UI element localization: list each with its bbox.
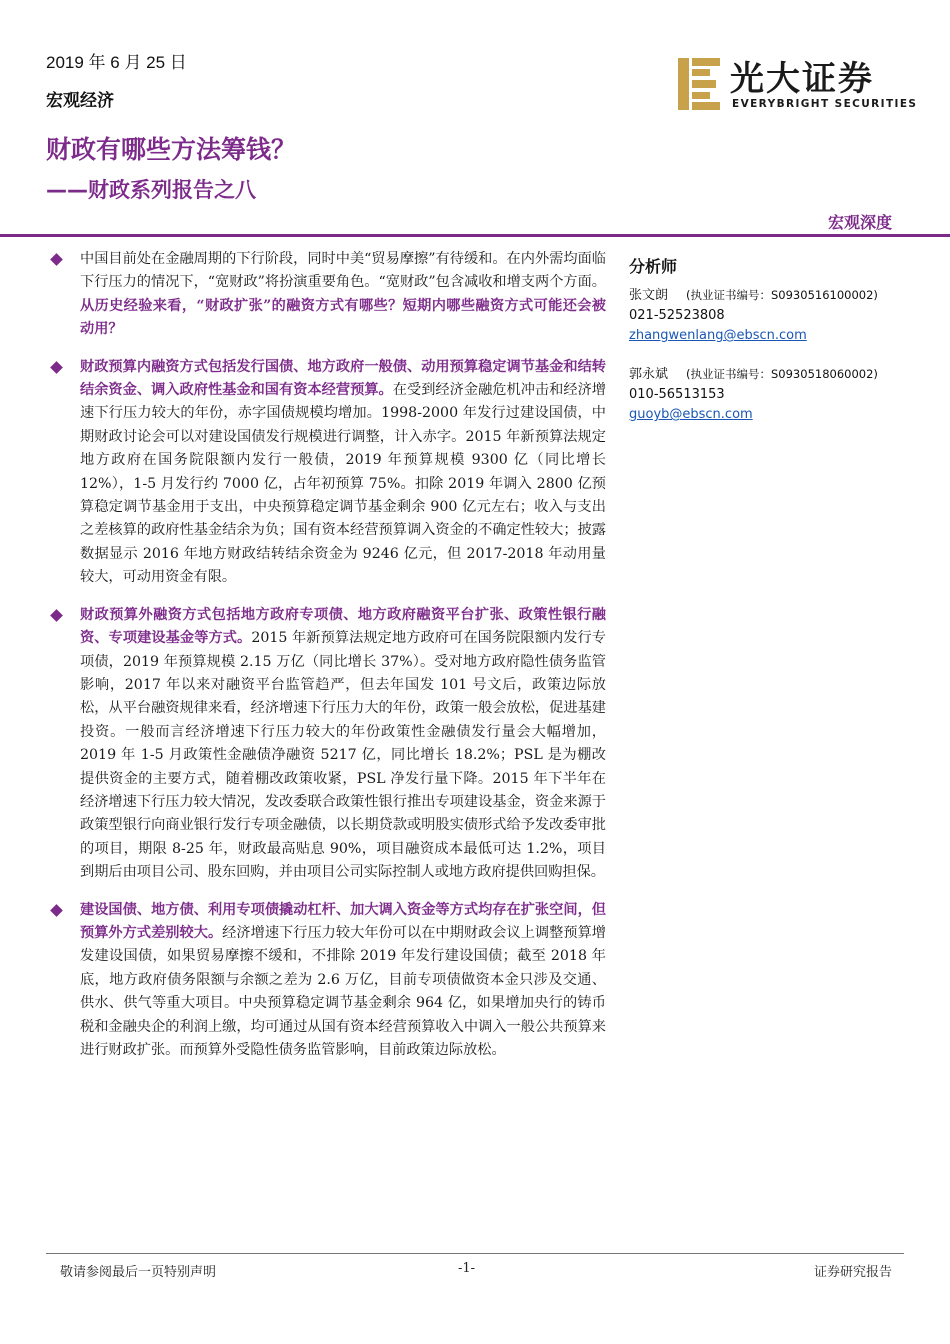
bullet-text: 中国目前处在金融周期的下行阶段，同时中美“贸易摩擦”有待缓和。在内外需均面临下行压力的情况下，“宽财政”将扮演重要角色。“宽财政”包含减收和增支两个方面。 xyxy=(80,251,606,291)
bullet-highlight: 从历史经验来看，“财政扩张”的融资方式有哪些？短期内哪些融资方式可能还会被动用？ xyxy=(80,297,606,338)
footer-report-label: 证券研究报告 xyxy=(813,1265,892,1280)
diamond-bullet-icon xyxy=(50,361,63,374)
footer-divider xyxy=(46,1253,904,1254)
bullet-text: 在受到经济金融危机冲击和经济增速下行压力较大的年份，赤字国债规模均增加。1998-2000 年发行过建设国债，中期财政讨论会可以对建设国债发行规模进行调整，计入赤字。2015 年新预算法规定地方政府在国务院限额内发行一般债，2019 年预算规模 9300 亿（同比增长 12%），1-5 月发行约 7000 亿，占年初预算 75%。扣除 2019 年调入 2800 亿预算稳定调节基金用于支出，中央预算稳定调节基金剩余 900 亿元左右；收入与支出之差核算的政府性基金结余为负；国有资本经营预算调入资金的不确定性较大；披露数据显示 2016 年地方财政结转结余资金为 9246 亿元，但 2017-2018 年动用量较大，可动用资金有限。 xyxy=(80,382,606,586)
summary-section xyxy=(46,248,606,1076)
diamond-bullet-icon xyxy=(50,609,63,622)
report-title: 财政有哪些方法筹钱？ xyxy=(46,135,297,164)
report-type: 宏观深度 xyxy=(827,213,892,232)
analyst-name: 郭永斌 xyxy=(629,367,669,382)
analyst-cert: (执业证书编号：S0930516100002) xyxy=(686,288,878,302)
bullet-text: 经济增速下行压力较大年份可以在中期财政会议上调整预算增发建设国债，如果贸易摩擦不缓和，不排除 2019 年发行建设国债；截至 2018 年底，地方政府债务限额与余额之差为 2.6 万亿，目前专项债做资本金只涉及交通、供水、供气等重大项目。中央预算稳定调节基金剩余 964 亿，如果增加央行的铸币税和金融央企的利润上缴，均可通过从国有资本经营预算收入中调入一般公共预算来进行财政扩张。而预算外受隐性债务监管影响，目前政策边际放松。 xyxy=(80,924,606,1058)
report-date: 2019 年 6 月 25 日 xyxy=(46,53,187,72)
logo-chinese-name: 光大证券 xyxy=(730,59,874,99)
analyst-email-link[interactable]: guoyb@ebscn.com xyxy=(629,407,753,422)
header-divider xyxy=(0,234,950,237)
diamond-bullet-icon xyxy=(50,253,63,266)
summary-bullet xyxy=(46,899,606,1063)
analyst-card xyxy=(629,285,919,346)
summary-bullet xyxy=(46,604,606,885)
report-category: 宏观经济 xyxy=(46,91,114,111)
analyst-name: 张文朗 xyxy=(629,288,669,303)
page-number: -1- xyxy=(458,1261,476,1276)
analyst-heading: 分析师 xyxy=(629,257,678,276)
footer-disclaimer: 敬请参阅最后一页特别声明 xyxy=(60,1265,217,1280)
analyst-email-link[interactable]: zhangwenlang@ebscn.com xyxy=(629,328,807,343)
analyst-cert: (执业证书编号：S0930518060002) xyxy=(686,367,878,381)
analyst-phone: 021-52523808 xyxy=(629,308,725,323)
summary-bullet xyxy=(46,248,606,342)
analyst-card xyxy=(629,364,919,425)
summary-bullet xyxy=(46,356,606,590)
bullet-text: 2015 年新预算法规定地方政府可在国务院限额内发行专项债，2019 年预算规模 2.15 万亿（同比增长 37%）。受对地方政府隐性债务监管影响，2017 年以来对融资平台监管趋严，但去年国发 101 号文后，政策边际放松，从平台融资规律来看，经济增速下行压力大的年份，政策一般会放松，促进基建投资。一般而言经济增速下行压力较大的年份政策性金融债发行量会大幅增加，2019 年 1-5 月政策性金融债净融资 5217 亿，同比增长 18.2%；PSL 是为棚改提供资金的主要方式，随着棚改政策收紧，PSL 净发行量下降。2015 年下半年在经济增速下行压力较大情况，发改委联合政策性银行推出专项建设基金，资金来源于政策型银行向商业银行发行专项金融债，以长期贷款或明股实债形式给予发改委审批的项目，期限 8-25 年，财政最高贴息 90%，项目融资成本最低可达 1.2%，项目到期后由项目公司、股东回购，并由项目公司实际控制人或地方政府提供回购担保。 xyxy=(80,630,606,881)
everbright-logo-icon xyxy=(678,58,720,110)
company-logo xyxy=(678,58,918,114)
diamond-bullet-icon xyxy=(50,904,63,917)
bullet-highlight: 财政预算内融资方式包括发行国债、地方政府一般债、动用预算稳定调节基金和结转结余资金、调入政府性基金和国有资本经营预算。 xyxy=(80,358,606,399)
analyst-sidebar xyxy=(629,254,919,443)
analyst-phone: 010-56513153 xyxy=(629,387,725,402)
report-subtitle: ——财政系列报告之八 xyxy=(46,178,256,202)
logo-english-name: EVERYBRIGHT SECURITIES xyxy=(732,98,918,110)
bullet-highlight: 财政预算外融资方式包括地方政府专项债、地方政府融资平台扩张、政策性银行融资、专项建设基金等方式。 xyxy=(80,606,606,647)
bullet-highlight: 建设国债、地方债、利用专项债撬动杠杆、加大调入资金等方式均存在扩张空间，但预算外方式差别较大。 xyxy=(80,901,606,941)
